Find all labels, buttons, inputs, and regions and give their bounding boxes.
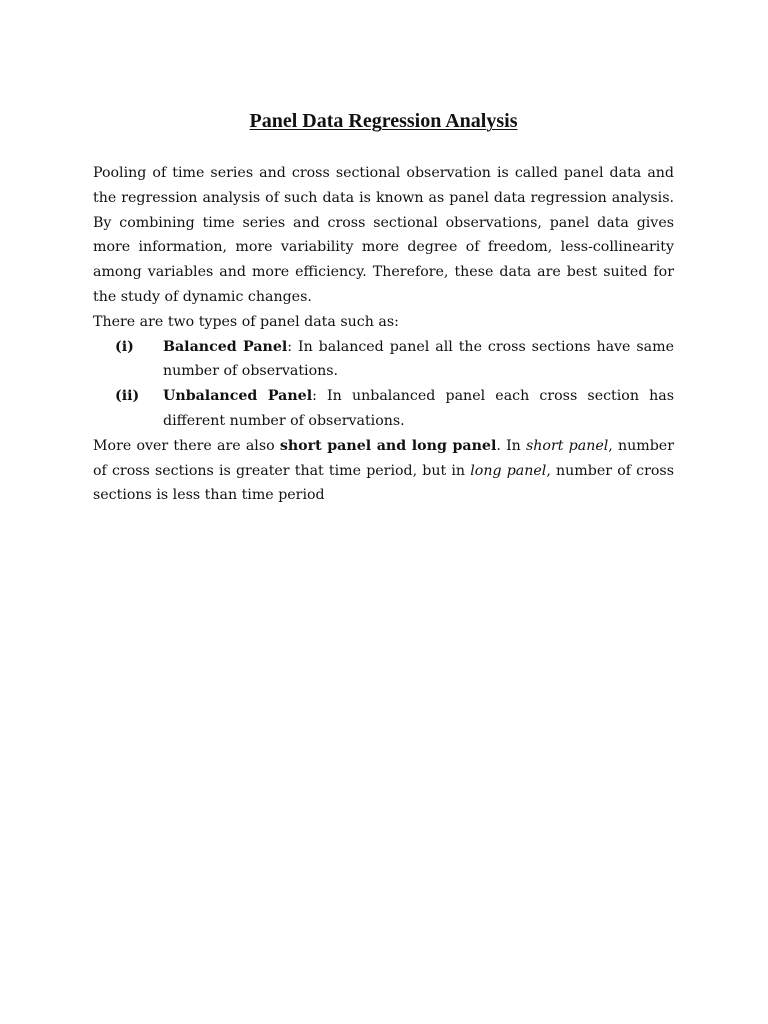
list-item bbox=[93, 384, 674, 434]
closing-italic-long-panel: long panel bbox=[470, 462, 547, 479]
document-page bbox=[93, 108, 674, 508]
list-item-body bbox=[163, 384, 674, 434]
list-item-body bbox=[163, 335, 674, 385]
document-title: Panel Data Regression Analysis bbox=[249, 110, 518, 132]
list-item-description: : In unbalanced panel each cross section has different number of observations. bbox=[163, 388, 675, 429]
closing-text-part4: , number of cross sections is less than time period bbox=[93, 462, 674, 504]
intro-paragraph: Pooling of time series and cross sectional observation is called panel data and the regression analysis of such data is known as panel data regression analysis. By combining time series and cross sectional observations, panel data gives more information, more variability more degree of freedom, less-collinearity among variables and more efficiency. Therefore, these data are best suited for the study of dynamic changes. bbox=[93, 165, 674, 305]
closing-text-part2: . In bbox=[496, 437, 527, 454]
list-item-term: Unbalanced Panel bbox=[163, 388, 313, 405]
closing-paragraph bbox=[93, 434, 674, 508]
panel-types-list bbox=[93, 335, 674, 434]
closing-text-part1: More over there are also bbox=[93, 437, 280, 454]
list-marker: (i) bbox=[115, 338, 134, 355]
types-intro-paragraph: There are two types of panel data such as: bbox=[93, 313, 399, 330]
list-item bbox=[93, 335, 674, 385]
list-item-term: Balanced Panel bbox=[163, 338, 288, 355]
list-marker: (ii) bbox=[115, 388, 140, 405]
closing-text-part3: , number of cross sections is greater that time period, but in bbox=[93, 437, 674, 479]
list-item-description: : In balanced panel all the cross sections have same number of observations. bbox=[163, 338, 674, 380]
closing-italic-short-panel: short panel bbox=[526, 437, 609, 454]
closing-bold-phrase: short panel and long panel bbox=[279, 437, 497, 454]
